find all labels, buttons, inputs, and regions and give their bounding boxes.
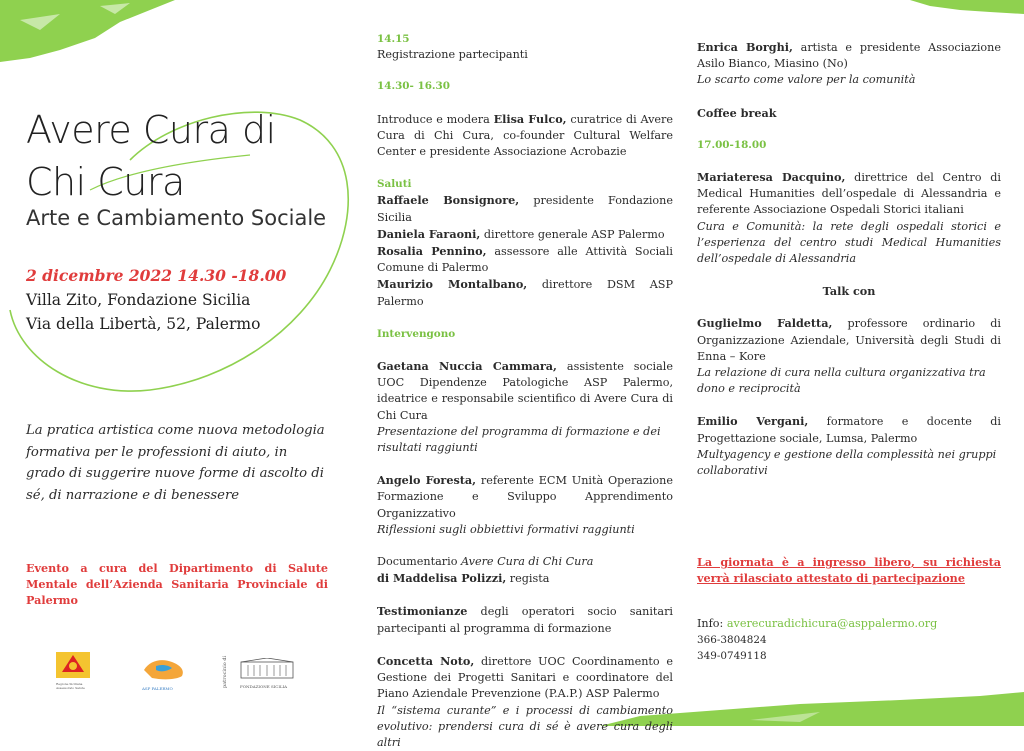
documentary-pre: Documentario [377, 555, 461, 568]
testimonianze-text: degli operatori socio sanitari partecipanti al programma di formazione [377, 605, 673, 634]
patronage-text: patrocinio di [222, 656, 228, 688]
talk-con-heading: Talk con [697, 283, 1001, 299]
paint-stroke-top-left [0, 0, 180, 70]
speaker-role: professore ordinario di Organizzazione Aziendale, Università degli Studi di Enna – Kore [697, 317, 1001, 362]
speaker-talk: Riflessioni sugli obbiettivi formativi raggiunti [377, 522, 673, 538]
time-slot-1: 14.15 [377, 31, 673, 47]
speaker-role: formatore e docente di Progettazione sociale, Lumsa, Palermo [697, 415, 1001, 444]
speaker-paragraph [697, 413, 1001, 446]
documentary-author [377, 570, 673, 587]
speaker-paragraph [697, 315, 1001, 365]
time-slot-3: 17.00-18.00 [697, 137, 1001, 153]
speaker-role: direttrice del Centro di Medical Humanities dell’ospedale di Alessandria e referente Associazione Ospedali Storici italiani [697, 171, 1001, 216]
intervengono-heading: Intervengono [377, 326, 673, 342]
phone-2: 349-0749118 [697, 648, 1001, 664]
asp-logo [142, 656, 186, 691]
info-email-link[interactable]: averecuradichicura@asppalermo.org [727, 617, 937, 630]
documentary-author-role: regista [506, 572, 549, 585]
speaker-talk: Cura e Comunità: la rete degli ospedali storici e l’esperienza del centro studi Medical Humanities dell’ospedale di Alessandria [697, 219, 1001, 268]
coffee-break: Coffee break [697, 105, 1001, 121]
testimonianze-paragraph [377, 603, 673, 636]
event-subtitle: Arte e Cambiamento Sociale [26, 206, 326, 230]
speaker-talk: Multyagency e gestione della complessità nei gruppi collaborativi [697, 447, 1001, 479]
region-logo-caption: Regione Siciliana Assessorato Salute [56, 682, 96, 690]
venue-line-2: Via della Libertà, 52, Palermo [26, 312, 260, 336]
saluti-name: Daniela Faraoni, [377, 227, 480, 241]
venue-line-1: Villa Zito, Fondazione Sicilia [26, 288, 260, 312]
speaker-paragraph [377, 358, 673, 424]
free-entry-notice: La giornata è a ingresso libero, su richiesta verrà rilasciato attestato di partecipazione [697, 554, 1001, 586]
asp-logo-caption: ASP PALERMO [142, 686, 186, 691]
saluti-heading: Saluti [377, 176, 673, 192]
speaker-name: Guglielmo Faldetta, [697, 316, 832, 330]
speaker-talk: Presentazione del programma di formazione e dei risultati raggiunti [377, 424, 673, 456]
sicily-emblem-icon [56, 652, 90, 678]
event-venue [26, 288, 260, 336]
speaker-role: assistente sociale UOC Dipendenze Patologiche ASP Palermo, ideatrice e responsabile scientifico di Avere Cura di Chi Cura [377, 360, 673, 422]
speaker-role: referente ECM Unità Operazione Formazione e Sviluppo Apprendimento Organizzativo [377, 474, 673, 519]
saluti-item [377, 226, 673, 243]
program-column-middle [377, 31, 673, 751]
documentary-line [377, 554, 673, 570]
speaker-paragraph [377, 653, 673, 703]
saluti-role: presidente Fondazione Sicilia [377, 194, 673, 223]
saluti-role: direttore generale ASP Palermo [480, 228, 664, 241]
saluti-name: Maurizio Montalbano, [377, 277, 527, 291]
time-slot-2: 14.30- 16.30 [377, 78, 673, 94]
phone-1: 366-3804824 [697, 632, 1001, 648]
saluti-item [377, 243, 673, 276]
documentary-author-name: di Maddelisa Polizzi, [377, 571, 506, 585]
program-column-right [697, 39, 1001, 664]
speaker-paragraph [697, 39, 1001, 72]
speaker-name: Emilio Vergani, [697, 414, 808, 428]
speaker-talk: La relazione di cura nella cultura organizzativa tra dono e reciprocità [697, 365, 1001, 397]
saluti-role: direttore DSM ASP Palermo [377, 278, 673, 307]
speaker-name: Concetta Noto, [377, 654, 474, 668]
event-title: Avere Cura di Chi Cura [26, 104, 346, 208]
saluti-item [377, 192, 673, 225]
paint-stroke-top-right [900, 0, 1024, 40]
event-date: 2 dicembre 2022 14.30 -18.00 [26, 266, 286, 285]
foundation-logo [240, 658, 296, 689]
speaker-talk: Lo scarto come valore per la comunità [697, 72, 1001, 88]
speaker-name: Gaetana Nuccia Cammara, [377, 359, 557, 373]
region-logo [56, 652, 96, 690]
info-line [697, 616, 1001, 632]
foundation-logo-caption: FONDAZIONE SICILIA [240, 684, 296, 689]
saluti-role: assessore alle Attività Sociali Comune di Palermo [377, 245, 673, 274]
patronage-label [222, 660, 232, 690]
saluti-name: Raffaele Bonsignore, [377, 193, 519, 207]
saluti-item [377, 276, 673, 309]
speaker-name: Angelo Foresta, [377, 473, 476, 487]
testimonianze-label: Testimonianze [377, 604, 467, 618]
moderator-name: Elisa Fulco, [494, 112, 567, 126]
moderator-text: curatrice di Avere Cura di Chi Cura, co-founder Cultural Welfare Center e presidente Associazione Acrobazie [377, 113, 673, 158]
event-organizer: Evento a cura del Dipartimento di Salute Mentale dell’Azienda Sanitaria Provinciale di Palermo [26, 560, 328, 608]
info-label: Info: [697, 617, 727, 630]
speaker-name: Enrica Borghi, [697, 40, 793, 54]
moderator-pre: Introduce e modera [377, 113, 494, 126]
speaker-paragraph [377, 472, 673, 522]
asp-map-icon [142, 656, 186, 682]
moderator-paragraph [377, 111, 673, 161]
speaker-name: Mariateresa Dacquino, [697, 170, 845, 184]
speaker-role: artista e presidente Associazione Asilo Bianco, Miasino (No) [697, 41, 1001, 70]
villa-building-icon [240, 658, 294, 680]
registration-text: Registrazione partecipanti [377, 47, 673, 63]
documentary-title: Avere Cura di Chi Cura [461, 555, 593, 568]
saluti-name: Rosalia Pennino, [377, 244, 487, 258]
speaker-talk: Il “sistema curante” e i processi di cambiamento evolutivo: prendersi cura di sé è avere cura degli altri [377, 703, 673, 751]
speaker-paragraph [697, 169, 1001, 219]
speaker-role: direttore UOC Coordinamento e Gestione dei Progetti Sanitari e coordinatore del Piano Aziendale Prevenzione (P.A.P.) ASP Palermo [377, 655, 673, 700]
event-intro: La pratica artistica come nuova metodologia formativa per le professioni di aiuto, in grado di suggerire nuove forme di ascolto di sé, di narrazione e di benessere [26, 420, 328, 506]
